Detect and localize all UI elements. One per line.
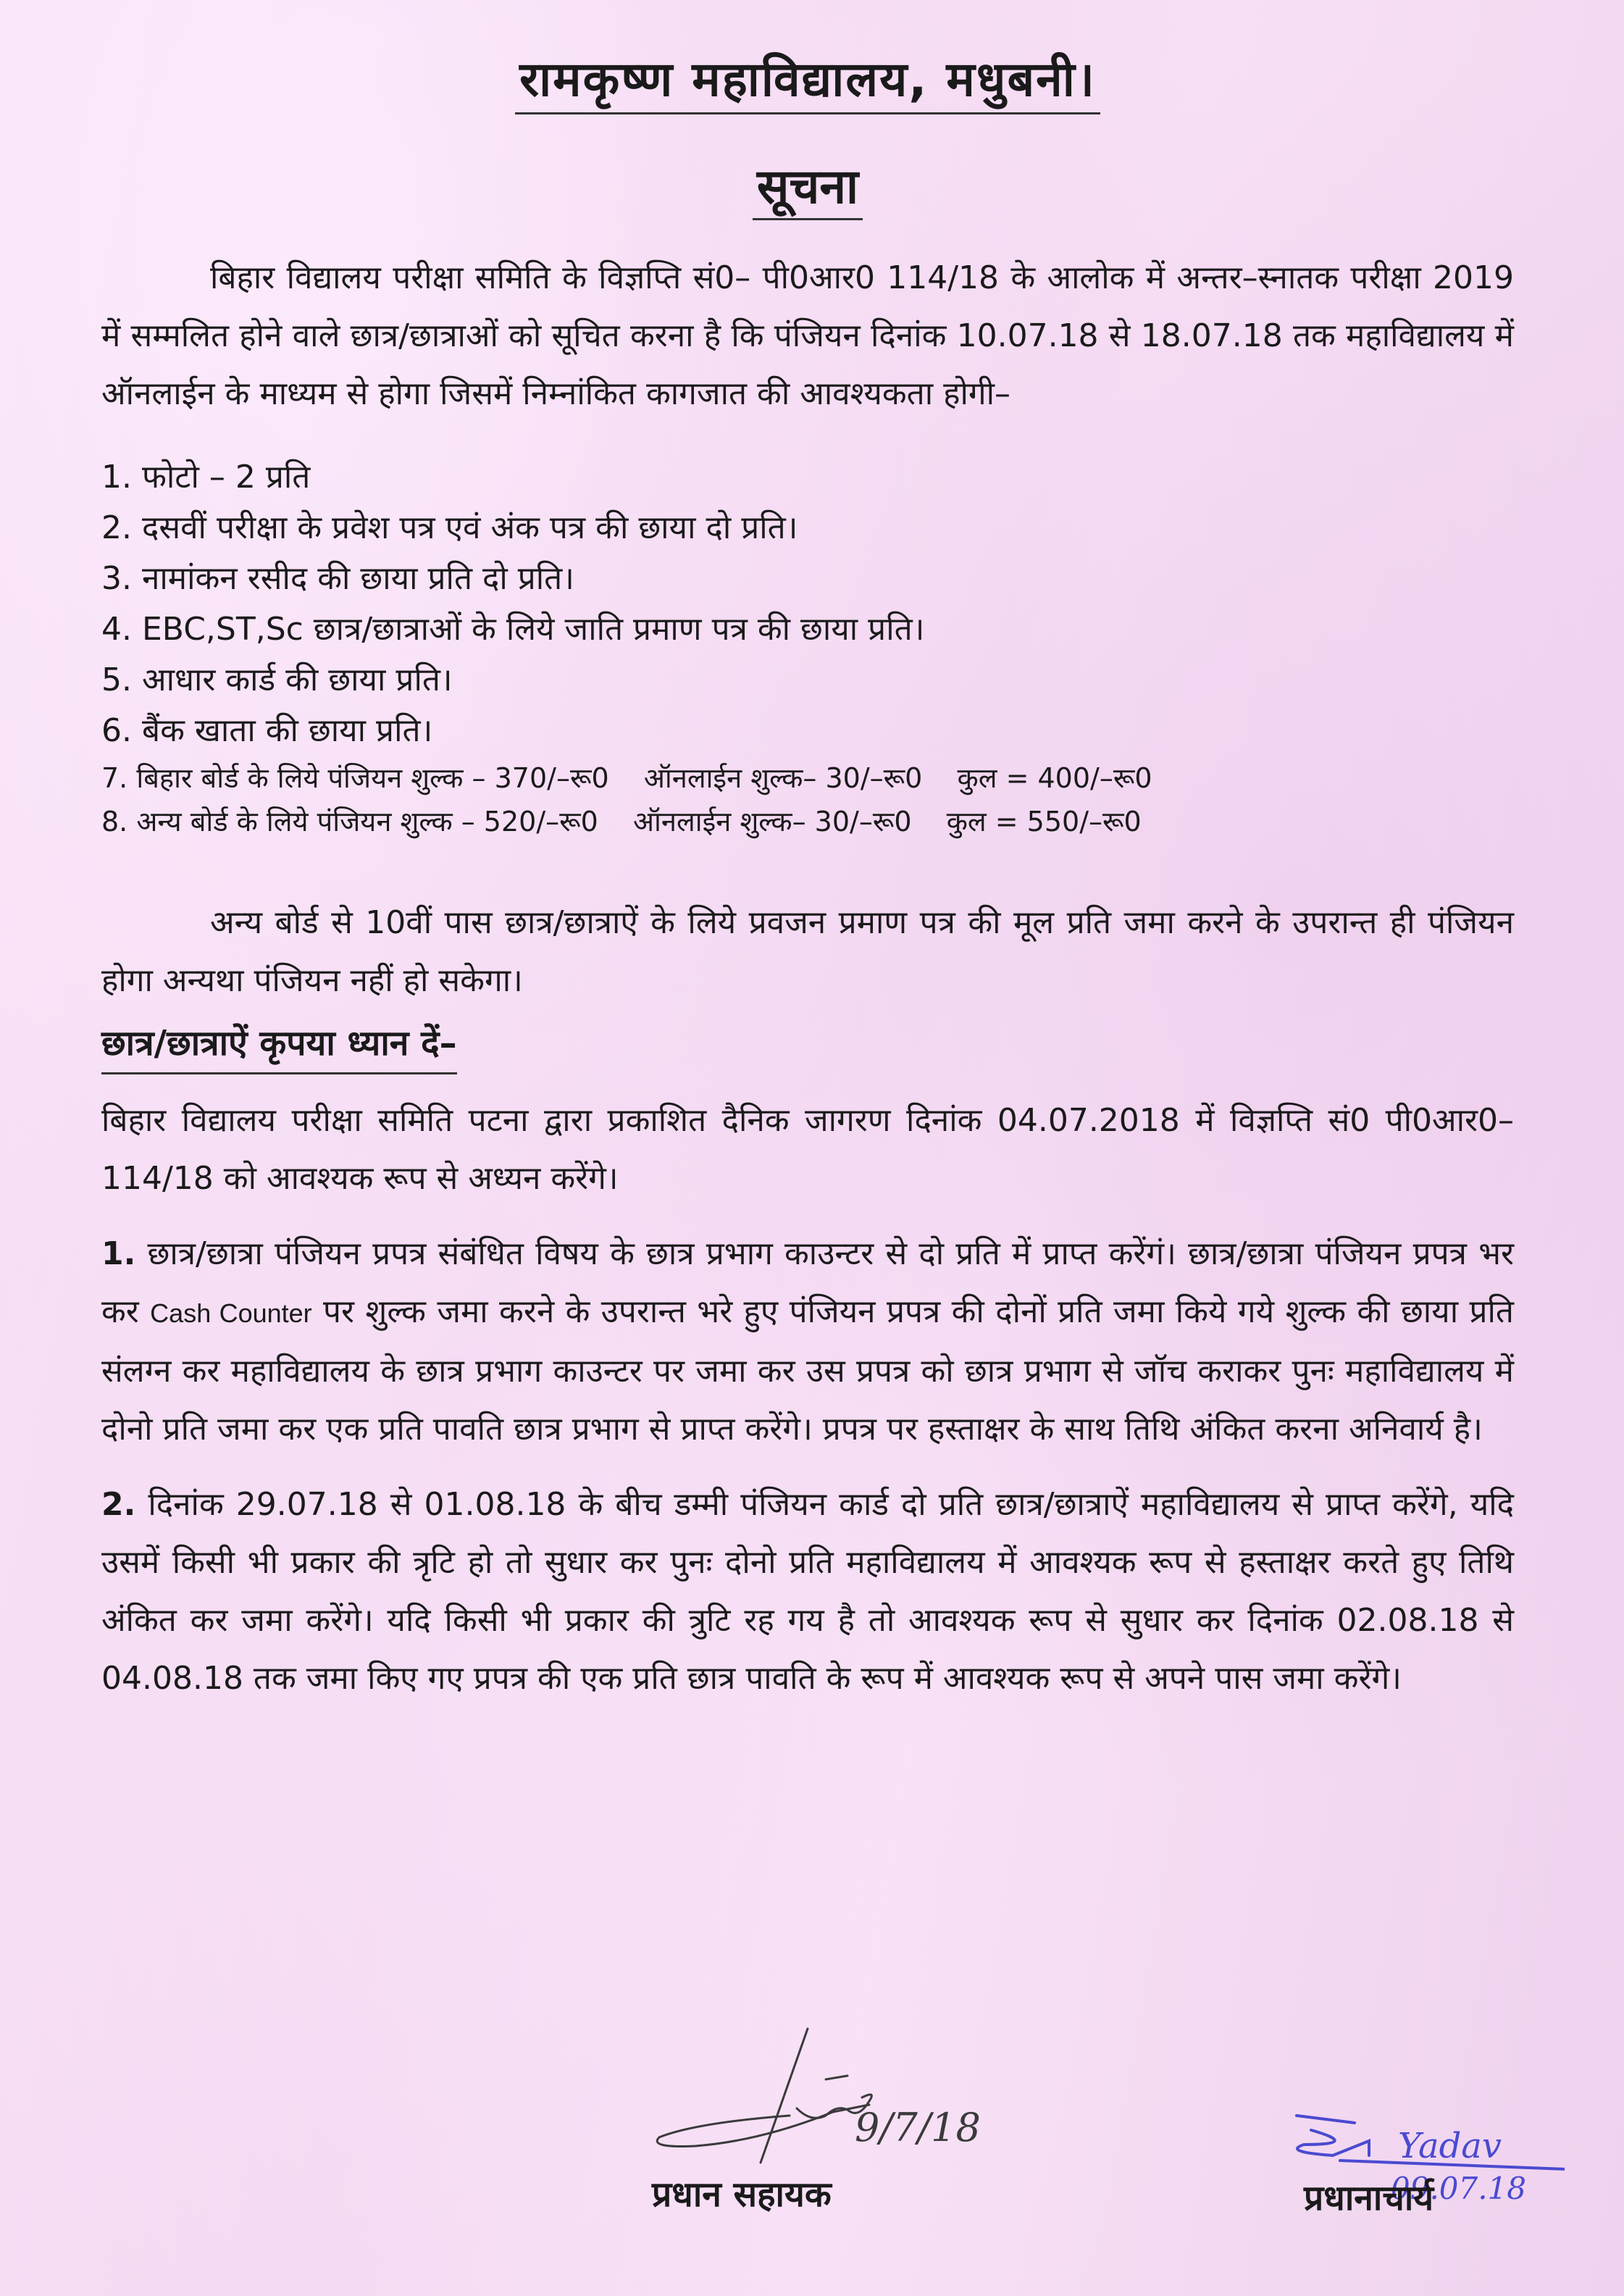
notice-document bbox=[101, 51, 1514, 1708]
list-item-number: 1. bbox=[101, 459, 132, 496]
advisory-paragraph: बिहार विद्यालय परीक्षा समिति पटना द्वारा प्रकाशित दैनिक जागरण दिनांक 04.07.2018 में विज्ञप्ति सं0 पी0आर0–114/18 को आवश्यक रूप से अध्यन करेंगे। bbox=[101, 1102, 1514, 1198]
fee-registration: बिहार बोर्ड के लिये पंजियन शुल्क – 370/–रू0 bbox=[136, 762, 609, 795]
point-number: 1. bbox=[101, 1235, 136, 1273]
fee-registration: अन्य बोर्ड के लिये पंजियन शुल्क – 520/–रू0 bbox=[136, 806, 598, 838]
fee-online: ऑनलाईन शुल्क– 30/–रू0 bbox=[643, 762, 923, 795]
attention-heading bbox=[101, 1010, 1514, 1074]
list-item-text: नामांकन रसीद की छाया प्रति दो प्रति। bbox=[141, 560, 574, 598]
svg-text:9/7/18: 9/7/18 bbox=[855, 2105, 981, 2150]
list-item bbox=[101, 655, 1514, 706]
instruction-point-1 bbox=[101, 1225, 1514, 1458]
list-item-text: फोटो – 2 प्रति bbox=[141, 459, 311, 496]
list-item bbox=[101, 706, 1514, 756]
list-item-text: बैंक खाता की छाया प्रति। bbox=[141, 712, 433, 750]
notice-heading bbox=[101, 158, 1514, 220]
list-item-number: 8. bbox=[101, 806, 128, 838]
list-item bbox=[101, 604, 1514, 655]
list-item-number: 3. bbox=[101, 560, 132, 598]
list-item-number: 2. bbox=[101, 509, 132, 547]
fee-online: ऑनलाईन शुल्क– 30/–रू0 bbox=[633, 806, 912, 838]
signature-block bbox=[0, 2014, 1624, 2268]
list-item bbox=[101, 554, 1514, 604]
point-text-part-1: छात्र/छात्रा पंजियन प्रपत्र संबंधित विषय के छात्र प्रभाग काउन्टर से दो प्रति में प्राप्त करेंगं। छात्र/छात्रा पंजियन प्रपत्र भर कर bbox=[101, 1235, 1514, 1331]
designation-head-assistant: प्रधान सहायक bbox=[652, 2174, 832, 2215]
svg-text:Yadav: Yadav bbox=[1398, 2126, 1502, 2166]
point-text-part-2: पर शुल्क जमा करने के उपरान्त भरे हुए पंजियन प्रपत्र की दोनों प्रति जमा किये गये शुल्क की छाया प्रति संलग्न कर महाविद्यालय के छात्र प्रभाग काउन्टर पर जमा कर उस प्रपत्र को छात्र प्रभाग से जॉच कराकर पुनः महाविद्यालय में दोनो प्रति जमा कर एक प्रति पावति छात्र प्रभाग से प्राप्त करेंगे। प्रपत्र पर हस्ताक्षर के साथ तिथि अंकित करना अनिवार्य है। bbox=[101, 1293, 1514, 1448]
list-item-text: दसवीं परीक्षा के प्रवेश पत्र एवं अंक पत्र की छाया दो प्रति। bbox=[141, 509, 798, 547]
fee-total: कुल = 400/–रू0 bbox=[957, 762, 1152, 795]
list-item-number: 4. bbox=[101, 611, 132, 648]
requirements-list bbox=[101, 452, 1514, 843]
notice-title: सूचना bbox=[753, 158, 863, 220]
list-item-number: 5. bbox=[101, 661, 132, 699]
cash-counter-label: Cash Counter bbox=[150, 1298, 312, 1329]
list-item-number: 7. bbox=[101, 762, 128, 795]
handwritten-signature-icon bbox=[652, 2014, 1000, 2174]
list-item bbox=[101, 503, 1514, 554]
instruction-point-2 bbox=[101, 1476, 1514, 1708]
fee-total: कुल = 550/–रू0 bbox=[946, 806, 1142, 838]
list-item bbox=[101, 452, 1514, 503]
head-assistant-signature bbox=[652, 2014, 1000, 2253]
migration-note: अन्य बोर्ड से 10वीं पास छात्र/छात्राऐं के लिये प्रवजन प्रमाण पत्र की मूल प्रति जमा करने के उपरान्त ही पंजियन होगा अन्यथा पंजियन नहीं हो सकेगा। bbox=[101, 904, 1514, 1000]
institution-name: रामकृष्ण महाविद्यालय, मधुबनी। bbox=[515, 51, 1100, 114]
point-text: दिनांक 29.07.18 से 01.08.18 के बीच डम्मी पंजियन कार्ड दो प्रति छात्र/छात्राऐं महाविद्यालय से प्राप्त करेंगे, यदि उसमें किसी भी प्रकार की त्रृटि हो तो सुधार कर पुनः दोनो प्रति महाविद्यालय में आवश्यक रूप से हस्ताक्षर करते हुए तिथि अंकित कर जमा करेंगे। यदि किसी भी प्रकार की त्रुटि रह गय है तो आवश्यक रूप से सुधार कर दिनांक 02.08.18 से 04.08.18 तक जमा किए गए प्रपत्र की एक प्रति छात्र पावति के रूप में आवश्यक रूप से अपने पास जमा करेंगे। bbox=[101, 1486, 1514, 1698]
principal-signature bbox=[1260, 2072, 1565, 2253]
list-item-text: EBC,ST,Sc छात्र/छात्राओं के लिये जाति प्रमाण पत्र की छाया प्रति। bbox=[141, 611, 925, 648]
list-item-text: आधार कार्ड की छाया प्रति। bbox=[141, 661, 453, 699]
institution-title bbox=[101, 51, 1514, 114]
designation-principal: प्रधानाचार्य bbox=[1304, 2178, 1434, 2218]
svg-text:09.07.18: 09.07.18 bbox=[1391, 2171, 1527, 2206]
fee-item-other-board bbox=[101, 800, 1514, 843]
intro-paragraph: बिहार विद्यालय परीक्षा समिति के विज्ञप्ति सं0– पी0आर0 114/18 के आलोक में अन्तर–स्नातक परीक्षा 2019 में सम्मलित होने वाले छात्र/छात्राओं को सूचित करना है कि पंजियन दिनांक 10.07.18 से 18.07.18 तक महाविद्यालय में ऑनलाईन के माध्यम से होगा जिसमें निम्नांकित कागजात की आवश्यकता होगी– bbox=[101, 259, 1514, 413]
attention-heading-text: छात्र/छात्राऐं कृपया ध्यान दें– bbox=[101, 1014, 457, 1074]
list-item-number: 6. bbox=[101, 712, 132, 750]
point-number: 2. bbox=[101, 1486, 136, 1524]
fee-item-bihar-board bbox=[101, 756, 1514, 800]
